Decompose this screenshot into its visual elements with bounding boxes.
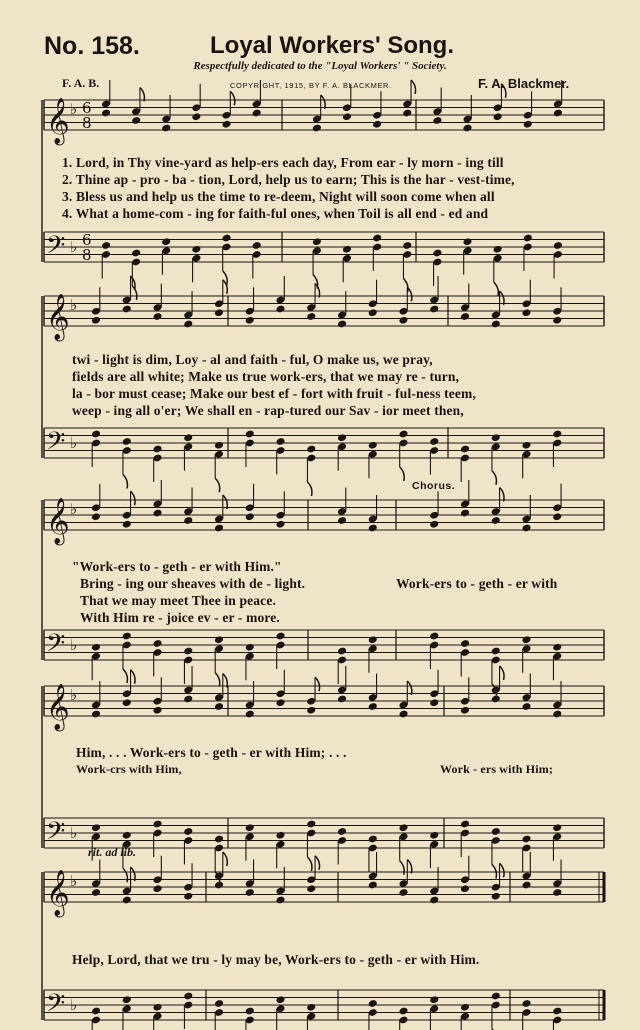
note-head — [462, 237, 472, 246]
note-head — [368, 835, 378, 844]
note-head — [152, 1003, 162, 1012]
note-head — [460, 884, 470, 893]
note-head — [214, 524, 224, 533]
note-head — [191, 245, 201, 254]
note-head — [306, 706, 316, 715]
note-head — [460, 445, 470, 454]
note-head — [337, 320, 347, 329]
note-head — [245, 823, 255, 832]
note-head — [152, 884, 162, 893]
note-head — [432, 249, 442, 258]
note-head — [429, 995, 439, 1004]
note-head — [275, 520, 285, 529]
note-head — [312, 237, 322, 246]
note-head — [131, 249, 141, 258]
flat-sign: ♭ — [70, 686, 78, 704]
note-head — [214, 635, 224, 644]
note-flag — [215, 478, 220, 492]
note-head — [398, 888, 408, 897]
note-head — [552, 823, 562, 832]
note-head — [462, 124, 472, 133]
verse-3-line-c: That we may meet Thee in peace. — [80, 593, 276, 608]
note-flag — [492, 471, 497, 485]
note-head — [245, 1007, 255, 1016]
note-head — [306, 1003, 316, 1012]
note-flag — [501, 84, 506, 98]
note-head — [552, 888, 562, 897]
note-head — [161, 124, 171, 133]
note-head — [152, 706, 162, 715]
note-head — [398, 430, 408, 439]
note-head — [429, 632, 439, 641]
note-head — [493, 112, 503, 121]
note-head — [183, 647, 193, 656]
note-head — [214, 702, 224, 711]
note-head — [372, 234, 382, 243]
note-flag — [223, 674, 228, 688]
note-flag — [321, 95, 326, 109]
note-head — [214, 441, 224, 450]
note-flag — [123, 475, 128, 489]
note-head — [306, 820, 316, 829]
note-head — [152, 445, 162, 454]
note-head — [101, 109, 111, 118]
tempo-marking: rit. ad lib. — [88, 845, 137, 859]
note-head — [342, 245, 352, 254]
note-flag — [400, 467, 405, 481]
note-head — [245, 430, 255, 439]
verse-1-line-c: "Work-ers to - geth - er with Him." — [72, 559, 282, 574]
note-head — [214, 308, 224, 317]
note-flag — [223, 495, 228, 509]
note-head — [429, 520, 439, 529]
chorus-line-b: Him, . . . Work-ers to - geth - er with Him; . . . — [76, 745, 347, 760]
verse-4-line-a: 4. What a home-com - ing for faith-ful ones, when Toil is all end - ed and — [62, 206, 489, 221]
note-head — [429, 305, 439, 314]
note-head — [398, 823, 408, 832]
final-line: Help, Lord, that we tru - ly may be, Work-ers to - geth - er with Him. — [72, 952, 480, 967]
note-head — [368, 881, 378, 890]
note-head — [521, 835, 531, 844]
note-head — [521, 635, 531, 644]
note-head — [521, 441, 531, 450]
note-head — [521, 999, 531, 1008]
note-head — [552, 1007, 562, 1016]
note-head — [460, 820, 470, 829]
verse-3-line-a: 3. Bless us and help us the time to re-deem, Night will soon come when all — [62, 189, 495, 204]
note-head — [91, 710, 101, 719]
note-head — [402, 109, 412, 118]
bass-clef: 𝄢 — [46, 427, 66, 462]
note-head — [432, 116, 442, 125]
note-flag — [494, 282, 499, 296]
note-head — [214, 999, 224, 1008]
note-head — [275, 698, 285, 707]
copyright-notice: COPYRIGHT, 1915, BY F. A. BLACKMER. — [230, 81, 392, 90]
note-head — [91, 888, 101, 897]
note-flag — [131, 491, 136, 505]
treble-clef: 𝄞 — [46, 870, 70, 916]
note-head — [429, 437, 439, 446]
note-head — [368, 308, 378, 317]
note-head — [552, 710, 562, 719]
bass-clef: 𝄢 — [46, 989, 66, 1024]
note-flag — [123, 669, 128, 683]
note-head — [122, 995, 132, 1004]
note-head — [122, 831, 132, 840]
treble-clef: 𝄞 — [46, 498, 70, 544]
note-head — [372, 120, 382, 129]
note-flag — [131, 867, 136, 881]
note-flag — [315, 856, 320, 870]
note-head — [245, 643, 255, 652]
note-head — [183, 516, 193, 525]
note-head — [183, 992, 193, 1001]
note-head — [245, 512, 255, 521]
verse-2-line-b: fields are all white; Make us true work-ers, that we may re - turn, — [72, 369, 460, 384]
author-name: F. A. Blackmer. — [478, 76, 570, 91]
chorus-label: Chorus. — [412, 480, 456, 492]
note-head — [429, 698, 439, 707]
note-head — [368, 702, 378, 711]
bass-clef: 𝄢 — [46, 231, 66, 266]
note-head — [131, 116, 141, 125]
note-head — [460, 312, 470, 321]
bass-clef: 𝄢 — [46, 817, 66, 852]
note-head — [152, 312, 162, 321]
flat-sign: ♭ — [70, 872, 78, 890]
note-head — [122, 437, 132, 446]
note-head — [337, 647, 347, 656]
verse-4-line-c: With Him re - joice ev - er - more. — [80, 610, 280, 625]
note-head — [275, 896, 285, 905]
hymn-number: No. 158. — [44, 32, 140, 60]
note-head — [491, 827, 501, 836]
note-head — [122, 305, 132, 314]
dedication: Respectfully dedicated to the "Loyal Workers' " Society. — [193, 60, 447, 72]
note-flag — [307, 482, 312, 496]
verse-1-line-a: 1. Lord, in Thy vine-yard as help-ers each day, From ear - ly morn - ing till — [62, 155, 504, 170]
treble-clef: 𝄞 — [46, 294, 70, 340]
note-head — [368, 635, 378, 644]
verse-1-line-b: twi - light is dim, Loy - al and faith - ful, O make us, we pray, — [72, 352, 433, 367]
note-head — [491, 647, 501, 656]
verse-3-line-b: la - bor must cease; Make our best ef - fort with fruit - ful-ness teem, — [72, 386, 476, 401]
note-head — [491, 516, 501, 525]
note-head — [306, 312, 316, 321]
note-head — [152, 820, 162, 829]
note-head — [342, 112, 352, 121]
note-head — [491, 992, 501, 1001]
note-head — [460, 509, 470, 518]
note-flag — [315, 677, 320, 691]
flat-sign: ♭ — [70, 636, 78, 654]
note-flag — [131, 670, 136, 684]
note-head — [221, 120, 231, 129]
note-head — [91, 643, 101, 652]
note-head — [429, 896, 439, 905]
flat-sign: ♭ — [70, 434, 78, 452]
note-head — [221, 234, 231, 243]
note-flag — [307, 857, 312, 871]
note-head — [552, 430, 562, 439]
chorus-echo-left: Work-crs with Him, — [76, 762, 182, 776]
note-flag — [400, 861, 405, 875]
note-head — [523, 234, 533, 243]
note-head — [245, 710, 255, 719]
note-head — [191, 112, 201, 121]
flat-sign: ♭ — [70, 238, 78, 256]
bass-clef: 𝄢 — [46, 629, 66, 664]
note-flag — [411, 80, 416, 94]
verse-4-line-b: weep - ing all o'er; We shall en - rap-tured our Sav - ior meet then, — [72, 403, 464, 418]
note-head — [252, 241, 262, 250]
note-head — [491, 320, 501, 329]
note-head — [521, 308, 531, 317]
note-flag — [500, 291, 505, 305]
note-head — [152, 639, 162, 648]
note-head — [101, 241, 111, 250]
note-head — [491, 892, 501, 901]
time-sig-top: 6 — [82, 231, 92, 249]
note-head — [552, 316, 562, 325]
note-flag — [407, 860, 412, 874]
note-head — [553, 109, 563, 118]
flat-sign: ♭ — [70, 100, 78, 118]
note-head — [337, 516, 347, 525]
note-head — [183, 892, 193, 901]
note-flag — [140, 88, 145, 102]
note-head — [306, 445, 316, 454]
note-head — [161, 237, 171, 246]
note-head — [521, 524, 531, 533]
note-head — [398, 1007, 408, 1016]
note-head — [398, 710, 408, 719]
note-head — [183, 695, 193, 704]
note-head — [275, 632, 285, 641]
verse-2-line-a: 2. Thine ap - pro - ba - tion, Lord, help us to earn; This is the har - vest-time, — [62, 172, 515, 187]
note-head — [275, 995, 285, 1004]
note-head — [460, 1003, 470, 1012]
chorus-echo-right: Work - ers with Him; — [440, 762, 553, 776]
note-head — [183, 320, 193, 329]
note-head — [183, 433, 193, 442]
time-sig-bottom: 8 — [82, 246, 92, 264]
note-head — [493, 245, 503, 254]
note-head — [521, 881, 531, 890]
note-head — [491, 695, 501, 704]
note-head — [214, 881, 224, 890]
note-head — [553, 241, 563, 250]
note-head — [368, 524, 378, 533]
note-head — [523, 120, 533, 129]
note-head — [122, 698, 132, 707]
note-flag — [500, 488, 505, 502]
note-head — [402, 241, 412, 250]
note-flag — [123, 868, 128, 882]
flat-sign: ♭ — [70, 996, 78, 1014]
time-sig-bottom: 8 — [82, 114, 92, 132]
note-head — [275, 305, 285, 314]
note-flag — [407, 681, 412, 695]
hymn-title: Loyal Workers' Song. — [210, 32, 454, 59]
note-flag — [223, 852, 228, 866]
note-head — [429, 831, 439, 840]
flat-sign: ♭ — [70, 824, 78, 842]
note-head — [337, 433, 347, 442]
time-sig-top: 6 — [82, 99, 92, 117]
note-head — [122, 896, 132, 905]
note-head — [552, 512, 562, 521]
note-head — [152, 509, 162, 518]
note-flag — [315, 284, 320, 298]
note-flag — [230, 91, 235, 105]
note-head — [337, 827, 347, 836]
note-flag — [500, 863, 505, 877]
note-head — [91, 316, 101, 325]
note-head — [368, 999, 378, 1008]
note-head — [460, 639, 470, 648]
note-head — [252, 109, 262, 118]
note-head — [368, 441, 378, 450]
note-head — [521, 702, 531, 711]
flat-sign: ♭ — [70, 296, 78, 314]
note-head — [91, 823, 101, 832]
note-head — [552, 643, 562, 652]
note-head — [460, 706, 470, 715]
note-head — [275, 437, 285, 446]
note-head — [245, 316, 255, 325]
note-head — [398, 316, 408, 325]
note-head — [122, 520, 132, 529]
treble-clef: 𝄞 — [46, 98, 70, 144]
note-head — [183, 827, 193, 836]
note-head — [275, 831, 285, 840]
composer-initials: F. A. B. — [62, 76, 100, 90]
note-head — [491, 433, 501, 442]
note-head — [91, 512, 101, 521]
flat-sign: ♭ — [70, 500, 78, 518]
verse-2-line-c: Bring - ing our sheaves with de - light. — [80, 576, 306, 591]
note-head — [122, 632, 132, 641]
note-flag — [215, 673, 220, 687]
note-head — [214, 835, 224, 844]
treble-clef: 𝄞 — [46, 684, 70, 730]
note-head — [91, 430, 101, 439]
note-head — [91, 1007, 101, 1016]
note-head — [306, 884, 316, 893]
note-head — [337, 695, 347, 704]
note-head — [245, 888, 255, 897]
note-flag — [500, 666, 505, 680]
chorus-line-a: Work-ers to - geth - er with — [396, 576, 558, 591]
note-head — [312, 124, 322, 133]
